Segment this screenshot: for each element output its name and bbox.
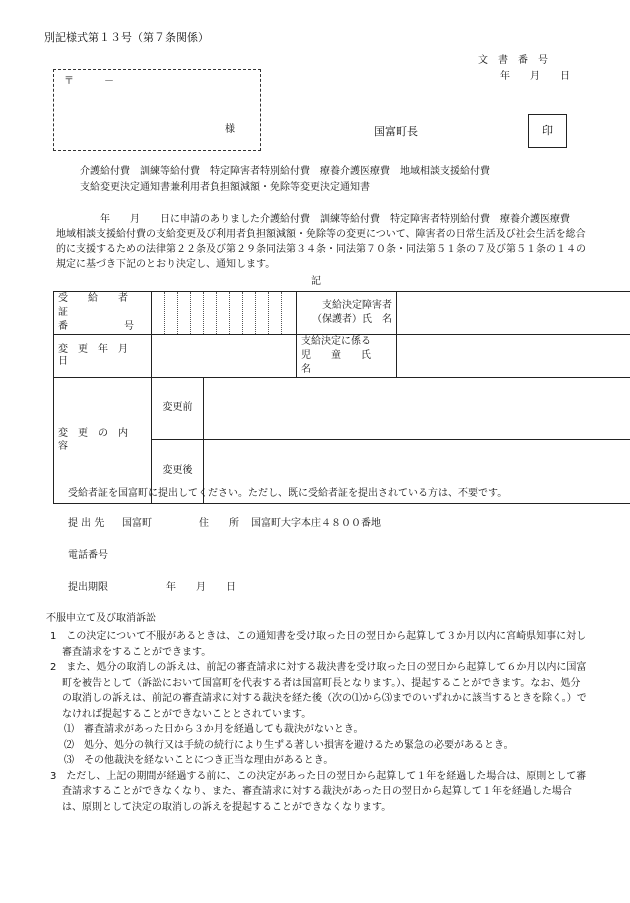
- appeal-item-2: 2 また、処分の取消しの訴えは、前記の審査請求に対する裁決書を受け取った日の翌日から起算して６か月以内に国富町を被告として（訴訟において国富町を代表する者は国富町長となります。）、提起することができます。なお、処分の取消しの訴えは、前記の審査請求に対する裁決を経た後（次の⑴から⑶までのいずれかに該当するときを除く。）でなければ提起することができないこととされています。: [50, 662, 587, 720]
- recipient-name-label: 支給決定障害者 （保護者）氏 名: [297, 292, 397, 335]
- cert-digit-box[interactable]: [178, 292, 191, 335]
- change-date-label: 変 更 年 月 日: [54, 335, 152, 378]
- table-row: [54, 292, 630, 335]
- form-number: 別記様式第１３号（第７条関係）: [44, 31, 209, 44]
- address-value: 国富町大字本庄４８００番地: [251, 518, 381, 529]
- submit-note: 受給者証を国富町に提出してください。ただし、既に受給者証を提出されている方は、不要です。: [68, 488, 508, 499]
- cert-digit-box[interactable]: [152, 292, 165, 335]
- cert-spacer: [282, 292, 297, 335]
- appeal-subitem-1: ⑴ 審査請求があった日から３か月を経過しても裁決がないとき。: [64, 724, 364, 735]
- submit-to-value: 国富町: [122, 518, 152, 529]
- postal-code-mark: 〒 －: [64, 76, 114, 87]
- deadline-value: 年 月 日: [166, 582, 236, 593]
- recipient-name-field[interactable]: [397, 292, 630, 335]
- child-name-field[interactable]: [397, 335, 630, 378]
- appeal-title: 不服申立て及び取消訴訟: [46, 613, 156, 624]
- details-table: [53, 291, 630, 504]
- change-date-field[interactable]: [152, 335, 297, 378]
- before-field[interactable]: [204, 378, 630, 440]
- seal-mark: 印: [542, 124, 553, 138]
- document-number-label: 文 書 番 号: [478, 55, 548, 66]
- cert-digit-box[interactable]: [230, 292, 243, 335]
- phone-label: 電話番号: [68, 550, 108, 561]
- cert-number-label: 受 給 者 証 番 号: [54, 292, 152, 335]
- appeal-subitem-2: ⑵ 処分、処分の執行又は手続の続行により生ずる著しい損害を避けるため緊急の必要があるとき。: [64, 739, 514, 751]
- before-label: 変更前: [152, 378, 204, 440]
- after-label: 変更後: [152, 440, 204, 504]
- change-content-label: 変 更 の 内 容: [54, 378, 152, 504]
- cert-digit-box[interactable]: [269, 292, 282, 335]
- table-row: [54, 378, 630, 440]
- appeal-subitem-3: ⑶ その他裁決を経ないことにつき正当な理由があるとき。: [64, 755, 334, 766]
- appeal-item-3: 3 ただし、上記の期間が経過する前に、この決定があった日の翌日から起算して１年を経過した場合は、原則として審査請求することができなくなり、また、審査請求に対する裁決があった日の翌日から起算して１年を経過した場合は、原則として決定の取消しの訴えを提起することができなくなります。: [50, 770, 587, 813]
- intro-paragraph: 年 月 日に申請のありました介護給付費 訓練等給付費 特定障害者特別給付費 療養介護医療費 地域相談支援給付費の支給変更及び利用者負担額減額・免除等の変更について、障害者の日常生活及び社会生活を総合的に支援するための法律第２２条及び第２９条同法第３４条・同法第７０条・同法第５１条の７及び第５１条の１４の規定に基づき下記のとおり決定し、通知します。: [56, 214, 586, 270]
- deadline-label: 提出期限: [68, 582, 108, 593]
- issue-date-label: 年 月 日: [500, 71, 570, 82]
- appeal-item-1: 1 この決定について不服があるときは、この通知書を受け取った日の翌日から起算して３か月以内に宮崎県知事に対し審査請求をすることができます。: [50, 631, 587, 658]
- title-line-1: 介護給付費 訓練等給付費 特定障害者特別給付費 療養介護医療費 地域相談支援給付費: [80, 166, 490, 177]
- table-row: [54, 335, 630, 378]
- submit-to-label: 提 出 先: [68, 518, 105, 529]
- child-name-label: 支給決定に係る 児 童 氏 名: [297, 335, 397, 378]
- appeal-list: [50, 629, 590, 815]
- cert-digit-box[interactable]: [204, 292, 217, 335]
- cert-digit-box[interactable]: [217, 292, 230, 335]
- address-box: [53, 69, 261, 151]
- cert-digit-box[interactable]: [256, 292, 269, 335]
- address-label: 住 所: [199, 518, 239, 529]
- cert-digit-box[interactable]: [191, 292, 204, 335]
- sender-mayor: 国富町長: [374, 125, 418, 138]
- ki-heading: 記: [311, 276, 321, 287]
- title-line-2: 支給変更決定通知書兼利用者負担額減額・免除等変更決定通知書: [80, 182, 370, 193]
- seal-box: [528, 114, 567, 148]
- cert-digit-box[interactable]: [165, 292, 178, 335]
- cert-digit-box[interactable]: [243, 292, 256, 335]
- honorific-sama: 様: [225, 124, 235, 135]
